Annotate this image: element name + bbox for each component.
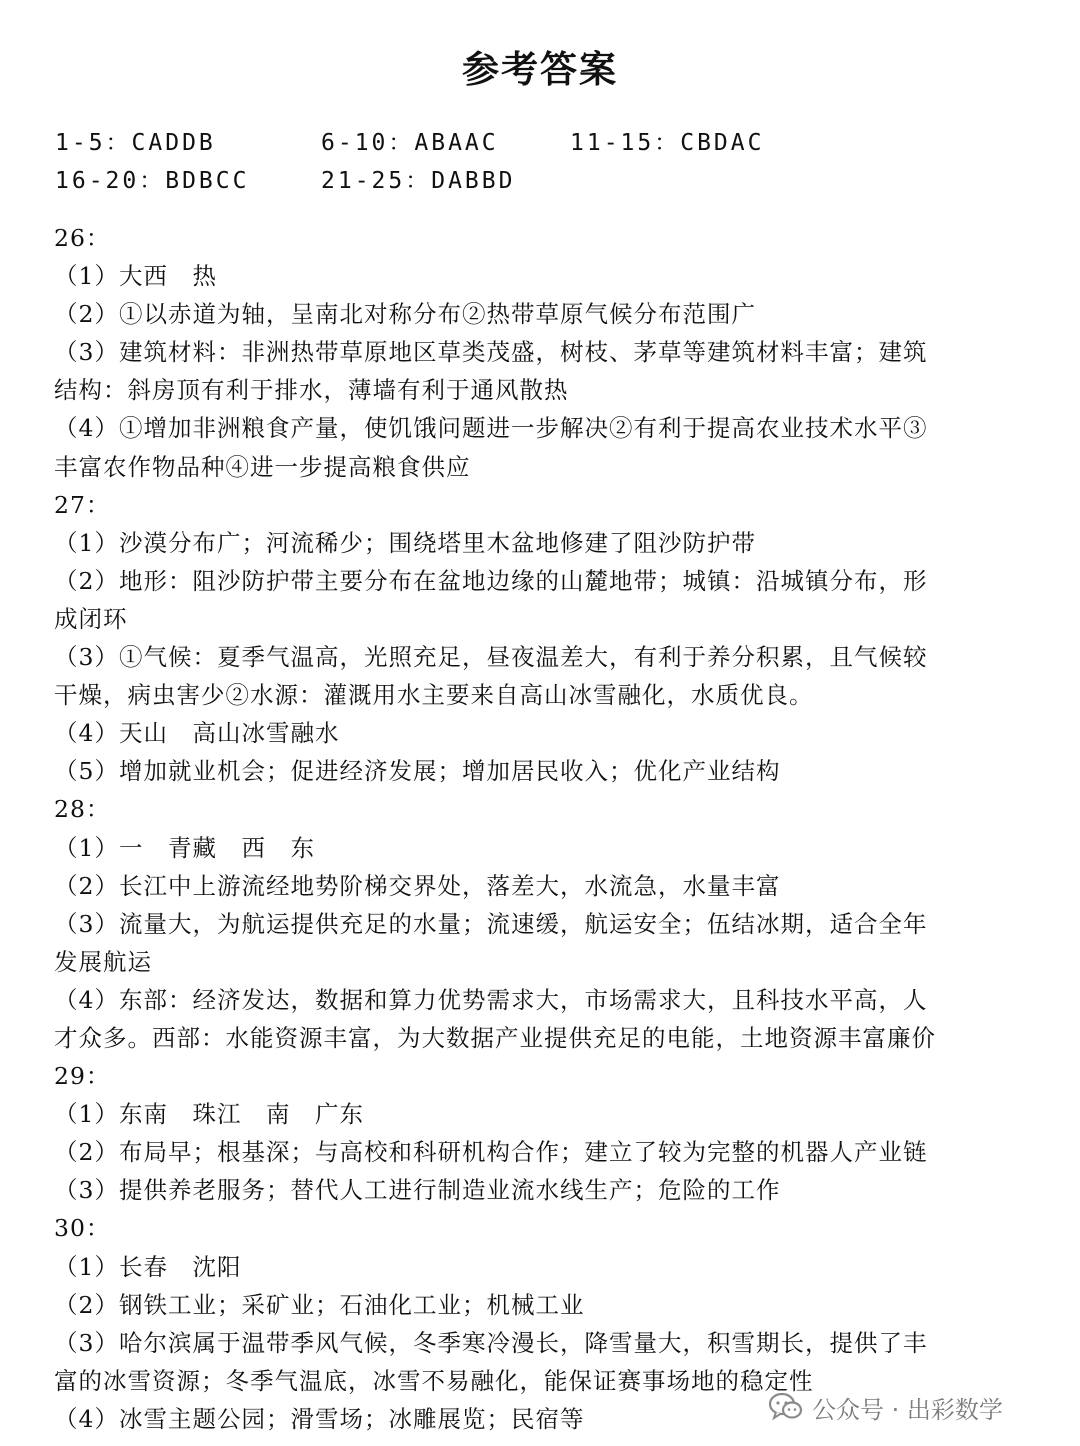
answer-line: （2）①以赤道为轴，呈南北对称分布②热带草原气候分布范围广 xyxy=(54,300,756,329)
question-number-29: 29： xyxy=(54,1062,111,1091)
mc-answer-1-5: 1-5：CADDB xyxy=(55,130,216,156)
answer-line: （3）①气候：夏季气温高，光照充足，昼夜温差大，有利于养分积累，且气候较 xyxy=(54,643,928,672)
answer-line: （1）东南 珠江 南 广东 xyxy=(54,1100,364,1129)
answer-line: （2）布局早；根基深；与高校和科研机构合作；建立了较为完整的机器人产业链 xyxy=(54,1138,928,1167)
wechat-icon xyxy=(768,1392,804,1422)
answer-line: （2）地形：阻沙防护带主要分布在盆地边缘的山麓地带；城镇：沿城镇分布，形 xyxy=(54,566,928,595)
question-number-27: 27： xyxy=(54,490,111,519)
answer-line: 富的冰雪资源；冬季气温底，冰雪不易融化，能保证赛事场地的稳定性 xyxy=(54,1366,814,1395)
mc-answer-16-20: 16-20：BDBCC xyxy=(55,168,250,194)
answer-body xyxy=(54,219,1030,1438)
question-number-26: 26： xyxy=(54,224,111,252)
mc-answer-21-25: 21-25：DABBD xyxy=(321,168,516,194)
watermark xyxy=(768,1383,1003,1431)
question-number-28: 28： xyxy=(54,795,111,824)
answer-line: （3）哈尔滨属于温带季风气候，冬季寒冷漫长，降雪量大，积雪期长，提供了丰 xyxy=(54,1328,928,1357)
answer-line: （1）沙漠分布广；河流稀少；围绕塔里木盆地修建了阻沙防护带 xyxy=(54,528,756,557)
mc-answer-6-10: 6-10：ABAAC xyxy=(321,130,499,156)
answer-line: 成闭环 xyxy=(54,604,128,633)
answer-line: 发展航运 xyxy=(54,947,152,976)
answer-line: （1）长春 沈阳 xyxy=(54,1252,242,1281)
answer-line: （4）①增加非洲粮食产量，使饥饿问题进一步解决②有利于提高农业技术水平③ xyxy=(54,414,928,443)
answer-line: （4）东部：经济发达，数据和算力优势需求大，市场需求大，且科技水平高，人 xyxy=(54,985,928,1014)
answer-line: 干燥，病虫害少②水源：灌溉用水主要来自高山冰雪融化，水质优良。 xyxy=(54,681,814,710)
answer-line: （5）增加就业机会；促进经济发展；增加居民收入；优化产业结构 xyxy=(54,757,781,786)
page-title: 参考答案 xyxy=(462,48,618,91)
watermark-text: 公众号 · 出彩数学 xyxy=(812,1395,1003,1424)
answer-line: （2）钢铁工业；采矿业；石油化工业；机械工业 xyxy=(54,1290,585,1319)
answer-line: （3）建筑材料：非洲热带草原地区草类茂盛，树枝、茅草等建筑材料丰富；建筑 xyxy=(54,338,928,367)
answer-line: （3）提供养老服务；替代人工进行制造业流水线生产；危险的工作 xyxy=(54,1176,781,1205)
answer-line: 结构：斜房顶有利于排水，薄墙有利于通风散热 xyxy=(54,376,569,405)
question-number-30: 30： xyxy=(54,1214,111,1243)
answer-line: （1）大西 热 xyxy=(54,262,217,291)
mc-answer-11-15: 11-15：CBDAC xyxy=(570,130,765,156)
answer-line: （4）天山 高山冰雪融水 xyxy=(54,719,340,748)
answer-line: （2）长江中上游流经地势阶梯交界处，落差大，水流急，水量丰富 xyxy=(54,871,781,900)
answer-line: （4）冰雪主题公园；滑雪场；冰雕展览；民宿等 xyxy=(54,1404,585,1433)
answer-line: （3）流量大，为航运提供充足的水量；流速缓，航运安全；伍结冰期，适合全年 xyxy=(54,909,928,938)
answer-line: 才众多。西部：水能资源丰富，为大数据产业提供充足的电能，土地资源丰富廉价 xyxy=(54,1023,936,1052)
answer-line: 丰富农作物品种④进一步提高粮食供应 xyxy=(54,452,471,481)
answer-line: （1）一 青藏 西 东 xyxy=(54,833,315,862)
